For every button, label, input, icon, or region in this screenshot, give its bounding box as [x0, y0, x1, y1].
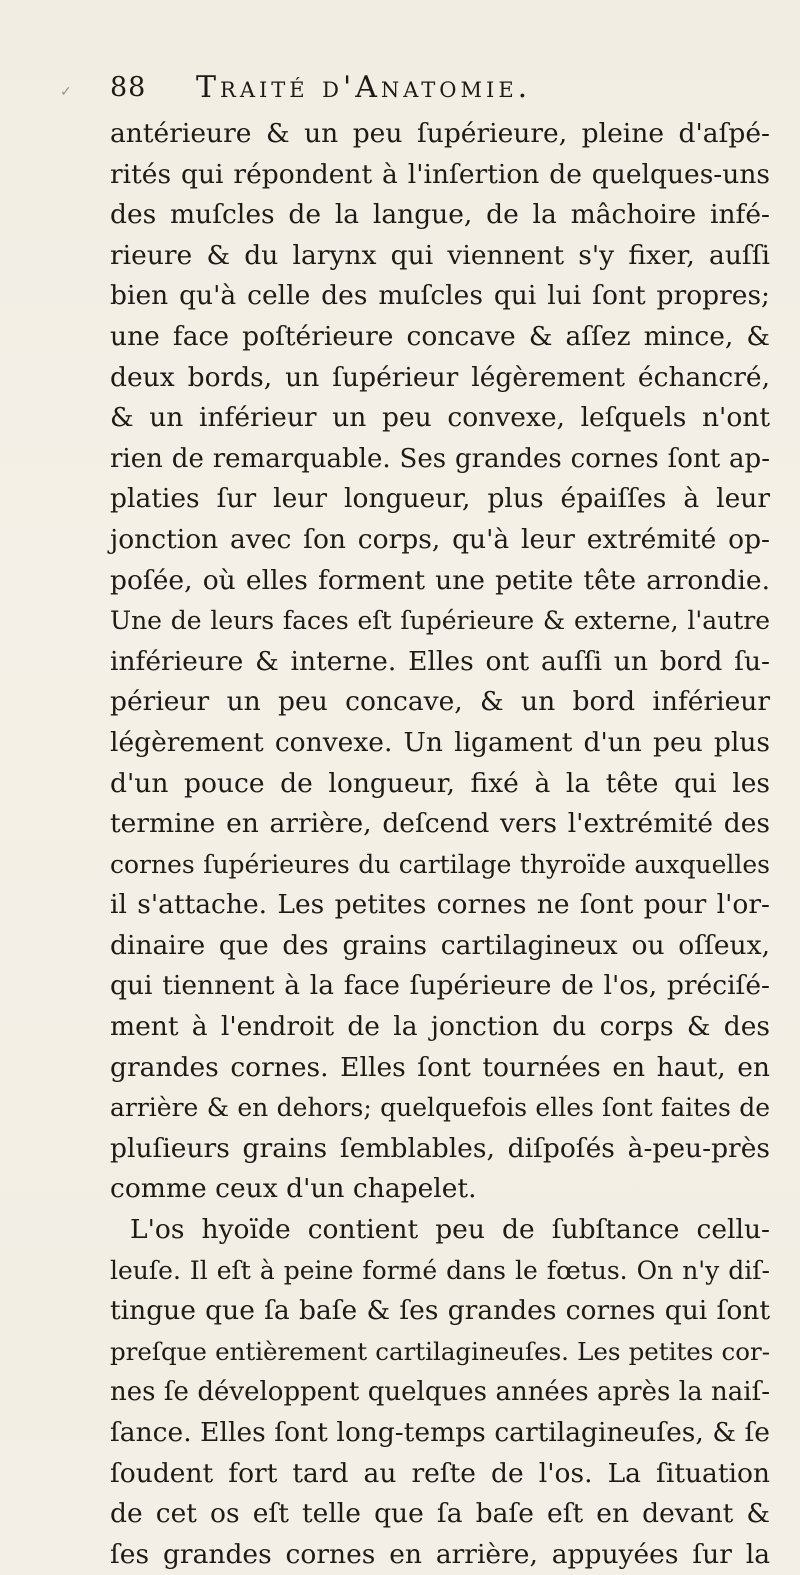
text-line: poſée, où elles forment une petite tête arrondie. — [110, 564, 770, 596]
page-header — [110, 72, 770, 118]
text-line: Une de leurs faces eſt ſupérieure & externe, l'autre — [110, 606, 770, 636]
text-line: cornes ſupérieures du cartilage thyroïde auxquelles — [110, 849, 770, 879]
text-line: légèrement convexe. Un ligament d'un peu plus — [110, 726, 770, 758]
text-line: platies ſur leur longueur, plus épaiſſes à leur — [110, 483, 770, 515]
text-line: des muſcles de la langue, de la mâchoire infé- — [110, 199, 770, 231]
text-line: ment à l'endroit de la jonction du corps & des — [110, 1011, 770, 1043]
text-line: tingue que ſa baſe & ſes grandes cornes qui ſont — [110, 1295, 770, 1327]
text-line: deux bords, un ſupérieur légèrement échancré, — [110, 361, 770, 393]
text-line: grandes cornes. Elles ſont tournées en haut, en — [110, 1051, 770, 1083]
text-line: rieure & du larynx qui viennent s'y fixer, auſſi — [110, 239, 770, 271]
text-line: termine en arrière, deſcend vers l'extrémité des — [110, 808, 770, 840]
text-line: périeur un peu concave, & un bord inférieur — [110, 686, 770, 718]
text-line: pluſieurs grains ſemblables, diſpoſés à-peu-près — [110, 1132, 770, 1164]
page-number: 88 — [110, 72, 147, 103]
body-text — [110, 114, 770, 1575]
text-line: nes ſe développent quelques années après la naiſ- — [110, 1377, 770, 1408]
text-line: il s'attache. Les petites cornes ne ſont pour l'or- — [110, 889, 770, 921]
text-line: leuſe. Il eſt à peine formé dans le fœtus. On n'y diſ- — [110, 1255, 770, 1285]
text-line: d'un pouce de longueur, fixé à la tête qui les — [110, 767, 770, 799]
text-line: jonction avec ſon corps, qu'à leur extrémité op- — [110, 523, 770, 555]
text-line: bien qu'à celle des muſcles qui lui ſont propres; — [110, 280, 770, 312]
text-line: comme ceux d'un chapelet. — [110, 1173, 477, 1205]
text-line: ſance. Elles ſont long-temps cartilagineuſes, & ſe — [110, 1417, 770, 1448]
text-line: qui tiennent à la face ſupérieure de l'os, préciſé- — [110, 970, 770, 1002]
text-line: & un inférieur un peu convexe, leſquels n'ont — [110, 402, 770, 434]
text-line: rien de remarquable. Ses grandes cornes ſont ap- — [110, 443, 770, 474]
text-line: une face poſtérieure concave & aſſez mince, & — [110, 320, 770, 352]
text-line: antérieure & un peu ſupérieure, pleine d'aſpé- — [110, 118, 770, 149]
paragraph-start-line: L'os hyoïde contient peu de ſubſtance cellu- — [130, 1214, 770, 1246]
text-line: ſes grandes cornes en arrière, appuyées ſur la — [110, 1538, 770, 1570]
text-line: inférieure & interne. Elles ont auſſi un bord ſu- — [110, 645, 770, 677]
text-line: arrière & en dehors; quelquefois elles ſont faites de — [110, 1093, 770, 1123]
running-title: Traité d'Anatomie. — [196, 70, 532, 105]
text-line: de cet os eſt telle que ſa baſe eſt en devant & — [110, 1498, 770, 1530]
text-line: preſque entièrement cartilagineuſes. Les petites cor- — [110, 1336, 770, 1366]
text-line: ſoudent fort tard au reſte de l'os. La ſituation — [110, 1457, 770, 1489]
text-line: rités qui répondent à l'inſertion de quelques-uns — [110, 158, 770, 190]
text-line: dinaire que des grains cartilagineux ou oſſeux, — [110, 929, 770, 961]
ink-mark-icon: ✓ — [60, 84, 72, 100]
